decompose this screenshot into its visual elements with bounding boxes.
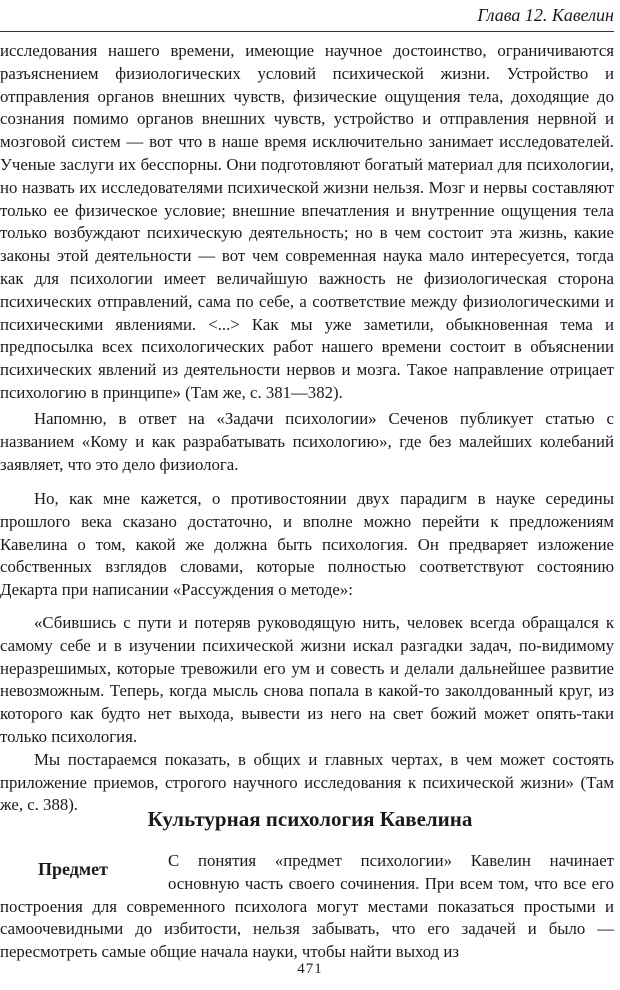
body-paragraph: исследования нашего времени, имеющие научное достоинство, ограничиваются разъяснением физиологических условий психической жизни. Устройство и отправления органов внешних чувств, физические ощущения тела, доходящие до сознания помимо органов внешних чувств, устройство и отправления нервной и мозговой систем — вот что в наше время исключительно занимает исследователей. Ученые заслуги их бесспорны. Они подготовляют богатый материал для психологии, но назвать их исследователями психической жизни нельзя. Мозг и нервы составляют только ее физическое условие; внешние впечатления и внутренние ощущения тела только возбуждают психическую деятельность; но в чем состоит эта жизнь, какие законы этой деятельности — вот чем современная наука мало интересуется, тогда как для психологии имеет величайшую важность не физиологическая сторона психических отправлений, сама по себе, а соответствие между физиологическими и психическими явлениями. <...> Как мы уже заметили, обыкновенная тема и предпосылка всех психологических работ нашего времени состоит в объяснении психических явлений из деятельности нервов и мозга. Такое направление отрицает психологию в принципе» (Там же, с. 381—382). — [0, 41, 614, 402]
quote-paragraph: Мы постараемся показать, в общих и главных чертах, в чем может состоять приложение приемов, строгого научного исследования к психической жизни» (Там же, с. 388). — [0, 749, 614, 815]
running-header: Глава 12. Кавелин — [477, 5, 614, 25]
body-paragraph: Но, как мне кажется, о противостоянии двух парадигм в науке середины прошлого века сказано достаточно, и вполне можно перейти к предложениям Кавелина о том, какой же должна быть психология. Он предваряет изложение собственных взглядов словами, которые полностью соответствуют состоянию Декарта при написании «Рассуждения о методе»: — [0, 489, 614, 600]
quote-paragraph: «Сбившись с пути и потеряв руководящую нить, человек всегда обращался к самому себе и в изучении психической жизни искал разгадки задач, по-видимому неразрешимых, которые тревожили его ум и совесть и делали дальнейшее развитие невозможным. Теперь, когда мысль снова попала в какой-то заколдованный круг, из которого как будто нет выхода, вывести из него на свет божий может опять-таки только психология. — [0, 613, 614, 746]
subheading-spacer — [0, 850, 168, 894]
header-rule — [0, 31, 614, 32]
section-body-block — [0, 850, 614, 964]
subheading-marginal: Предмет — [38, 859, 108, 879]
body-paragraph: Напомню, в ответ на «Задачи психологии» Сеченов публикует статью с названием «Кому и как разрабатывать психологию», где без малейших колебаний заявляет, что это дело физиолога. — [0, 409, 614, 474]
body-paragraph-3-block — [0, 488, 614, 602]
section-heading: Культурная психология Кавелина — [147, 807, 473, 831]
body-paragraph-1-block — [0, 40, 614, 405]
page-number: 471 — [297, 961, 323, 977]
body-paragraph-2-block — [0, 408, 614, 476]
section-body-paragraph: С понятия «предмет психологии» Кавелин начинает основную часть своего сочинения. При всем том, что все его построения для современного психолога могут местами показаться простыми и самоочевидными до избитости, нельзя забывать, что его задачей и было — пересмотреть самые общие начала науки, чтобы найти выход из — [0, 851, 614, 962]
quotation-block — [0, 612, 614, 817]
